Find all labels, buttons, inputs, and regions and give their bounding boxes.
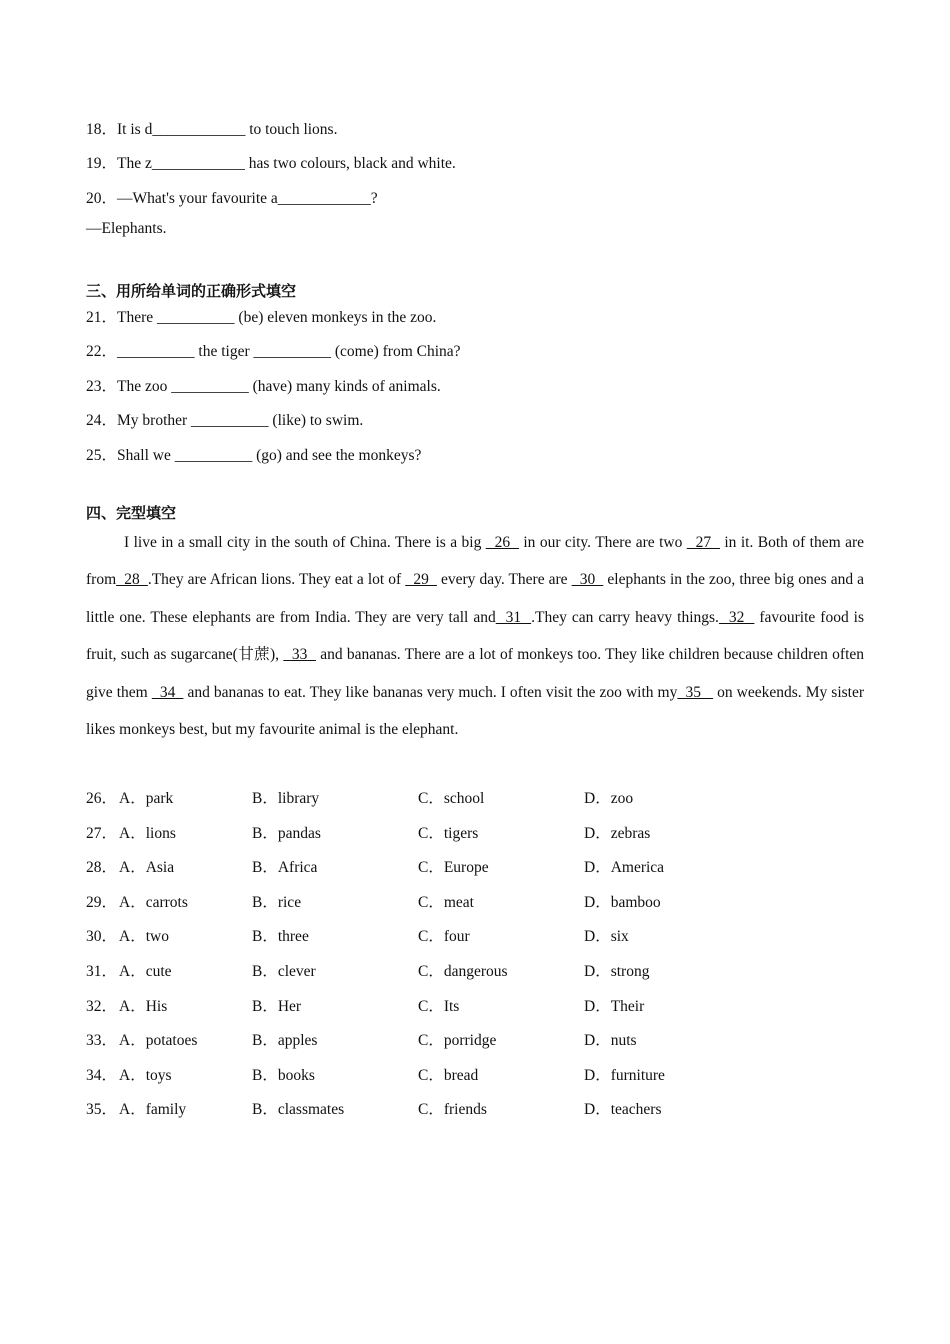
option-text: two: [145, 928, 169, 946]
option-letter: A．: [119, 1101, 146, 1119]
option-letter: A．: [119, 790, 146, 807]
option-letter: A．: [119, 824, 146, 842]
option-letter: B．: [252, 824, 278, 842]
option-letter: C．: [418, 1066, 444, 1084]
cloze-blank: 35: [677, 683, 714, 701]
cloze-blank: 26: [485, 534, 519, 551]
option-c: [418, 1028, 496, 1050]
option-a: [119, 890, 188, 912]
question-19: [86, 151, 456, 173]
cloze-blank: 32: [718, 608, 755, 626]
option-text: His: [145, 997, 168, 1015]
option-letter: B．: [252, 893, 278, 911]
section-4-title: 四、完型填空: [86, 504, 177, 522]
option-text: pandas: [277, 824, 321, 842]
option-c: [418, 994, 459, 1016]
option-d: [584, 1063, 665, 1085]
question-number: 25．: [86, 447, 118, 464]
question-text: Shall we __________ (go) and see the monkeys?: [117, 447, 422, 464]
question-number: 34．: [86, 1066, 118, 1084]
passage-text: and bananas. There are a lot of monkeys too. They like children because children often give them: [86, 646, 865, 701]
option-letter: D．: [584, 928, 611, 946]
option-text: school: [443, 790, 485, 807]
cloze-blank: 28: [116, 571, 148, 589]
option-letter: D．: [584, 790, 611, 807]
option-letter: C．: [418, 859, 444, 877]
question-number: 35．: [86, 1101, 118, 1119]
option-text: classmates: [277, 1101, 345, 1119]
option-text: meat: [443, 893, 474, 911]
option-letter: A．: [119, 963, 146, 980]
option-text: carrots: [145, 893, 188, 911]
option-letter: A．: [119, 893, 146, 911]
option-letter: C．: [418, 1032, 444, 1050]
question-number: 20．: [86, 190, 118, 207]
option-b: [252, 1097, 344, 1119]
option-text: lions: [145, 824, 176, 842]
option-text: park: [145, 790, 174, 807]
passage-text: and bananas to eat. They like bananas very much. I often visit the zoo with my: [183, 683, 678, 701]
option-c: [418, 855, 489, 877]
question-number: 32．: [86, 997, 118, 1015]
option-letter: A．: [119, 997, 146, 1015]
option-b: [252, 1063, 315, 1085]
question-number: 22．: [86, 343, 118, 360]
option-letter: C．: [418, 928, 444, 946]
option-b: [252, 821, 321, 843]
question-24: [86, 408, 363, 430]
option-text: library: [277, 790, 320, 807]
option-b: [252, 994, 301, 1016]
option-a: [119, 924, 169, 946]
option-b: [252, 959, 316, 981]
question-23: [86, 374, 441, 396]
question-number: 23．: [86, 378, 118, 395]
question-18: [86, 117, 337, 139]
option-text: books: [277, 1066, 315, 1084]
option-b: [252, 786, 319, 808]
question-number: 28．: [86, 859, 118, 877]
option-letter: D．: [584, 1101, 611, 1119]
question-number: 26．: [86, 790, 118, 807]
passage-text: .They can carry heavy things.: [531, 608, 719, 626]
option-d: [584, 1097, 661, 1119]
option-a: [119, 786, 173, 808]
option-b: [252, 924, 309, 946]
option-letter: D．: [584, 824, 611, 842]
option-letter: B．: [252, 1066, 278, 1084]
option-c: [418, 1063, 478, 1085]
passage-text: every day. There are: [436, 571, 572, 589]
option-c: [418, 924, 470, 946]
question-25: [86, 443, 421, 465]
option-d: [584, 959, 649, 981]
option-letter: D．: [584, 893, 611, 911]
question-number: 24．: [86, 412, 118, 429]
option-letter: A．: [119, 1032, 146, 1050]
option-text: dangerous: [443, 963, 508, 980]
cloze-blank: 29: [405, 571, 437, 589]
option-text: Africa: [277, 859, 318, 877]
option-a: [119, 855, 174, 877]
cloze-blank: 27: [686, 534, 720, 551]
cloze-blank: 30: [571, 571, 604, 589]
passage-text: on weekends. My sister likes monkeys best, but my favourite animal is the elephant.: [86, 683, 864, 739]
cloze-passage: [86, 524, 864, 748]
question-number: 27．: [86, 824, 118, 842]
question-text: The z____________ has two colours, black and white.: [117, 155, 456, 172]
cloze-blank: 31: [495, 608, 532, 626]
option-text: furniture: [610, 1066, 665, 1084]
cloze-blank: 34: [151, 683, 184, 701]
question-22: [86, 339, 461, 361]
option-letter: B．: [252, 997, 278, 1015]
option-a: [119, 1028, 197, 1050]
section-3-title: 三、用所给单词的正确形式填空: [86, 282, 297, 300]
option-text: teachers: [610, 1101, 662, 1119]
option-text: friends: [443, 1101, 487, 1119]
option-letter: C．: [418, 1101, 444, 1119]
option-text: Europe: [443, 859, 489, 877]
question-text: The zoo __________ (have) many kinds of animals.: [117, 378, 441, 395]
option-letter: A．: [119, 1066, 146, 1084]
option-letter: B．: [252, 928, 278, 946]
option-text: toys: [145, 1066, 172, 1084]
question-text: —Elephants.: [86, 220, 167, 237]
passage-text: I live in a small city in the south of China. There is a big: [124, 534, 486, 551]
option-d: [584, 786, 633, 808]
option-b: [252, 1028, 317, 1050]
question-number: 31．: [86, 963, 118, 980]
option-text: three: [277, 928, 309, 946]
option-letter: D．: [584, 1066, 611, 1084]
option-a: [119, 959, 172, 981]
option-text: six: [610, 928, 629, 946]
option-c: [418, 959, 508, 981]
passage-text: favourite food is fruit, such as sugarcane(甘蔗),: [86, 608, 865, 664]
cloze-blank: 33: [283, 646, 316, 664]
option-text: America: [610, 859, 665, 877]
option-text: bamboo: [610, 893, 661, 911]
question-21: [86, 305, 436, 327]
passage-text: .They are African lions. They eat a lot of: [147, 571, 406, 589]
question-number: 33．: [86, 1032, 118, 1050]
option-d: [584, 994, 644, 1016]
option-a: [119, 994, 167, 1016]
option-text: strong: [610, 963, 650, 980]
option-text: family: [145, 1101, 187, 1119]
option-letter: D．: [584, 859, 611, 877]
option-text: porridge: [443, 1032, 497, 1050]
option-d: [584, 855, 664, 877]
answer-20: [86, 220, 167, 238]
option-text: cute: [145, 963, 172, 980]
option-text: rice: [277, 893, 302, 911]
option-a: [119, 1097, 186, 1119]
option-letter: C．: [418, 997, 444, 1015]
option-text: Asia: [145, 859, 175, 877]
passage-text: in our city. There are two: [518, 534, 687, 551]
option-text: apples: [277, 1032, 318, 1050]
option-c: [418, 1097, 487, 1119]
option-letter: A．: [119, 859, 146, 877]
question-text: There __________ (be) eleven monkeys in the zoo.: [117, 309, 437, 326]
question-text: —What's your favourite a____________?: [117, 190, 378, 207]
option-a: [119, 1063, 172, 1085]
option-c: [418, 821, 478, 843]
option-text: Its: [443, 997, 460, 1015]
option-text: Her: [277, 997, 302, 1015]
option-text: zebras: [610, 824, 651, 842]
option-text: clever: [277, 963, 316, 980]
option-letter: C．: [418, 963, 444, 980]
option-b: [252, 855, 317, 877]
option-text: zoo: [610, 790, 634, 807]
option-d: [584, 890, 661, 912]
option-letter: C．: [418, 790, 444, 807]
option-c: [418, 890, 474, 912]
option-b: [252, 890, 301, 912]
question-number: 21．: [86, 309, 118, 326]
option-letter: B．: [252, 790, 278, 807]
option-d: [584, 821, 650, 843]
question-20: [86, 186, 378, 208]
question-number: 19．: [86, 155, 118, 172]
option-text: four: [443, 928, 470, 946]
option-text: bread: [443, 1066, 479, 1084]
passage-text: in it. Both of them are from: [86, 534, 864, 589]
option-letter: B．: [252, 1032, 278, 1050]
option-a: [119, 821, 176, 843]
question-text: My brother __________ (like) to swim.: [117, 412, 364, 429]
question-text: It is d____________ to touch lions.: [117, 121, 338, 138]
option-d: [584, 1028, 637, 1050]
question-text: __________ the tiger __________ (come) from China?: [117, 343, 461, 360]
option-letter: C．: [418, 893, 444, 911]
option-letter: B．: [252, 1101, 278, 1119]
option-letter: B．: [252, 859, 278, 877]
option-c: [418, 786, 484, 808]
option-text: potatoes: [145, 1032, 198, 1050]
question-number: 30．: [86, 928, 118, 946]
option-text: nuts: [610, 1032, 637, 1050]
option-letter: A．: [119, 928, 146, 946]
option-letter: D．: [584, 997, 611, 1015]
option-letter: D．: [584, 1032, 611, 1050]
question-number: 29．: [86, 893, 118, 911]
question-number: 18．: [86, 121, 118, 138]
option-text: tigers: [443, 824, 479, 842]
passage-text: elephants in the zoo, three big ones and a little one. These elephants are from India. They are very tall and: [86, 571, 865, 626]
option-letter: B．: [252, 963, 278, 980]
option-letter: C．: [418, 824, 444, 842]
option-letter: D．: [584, 963, 611, 980]
option-d: [584, 924, 629, 946]
option-text: Their: [610, 997, 645, 1015]
